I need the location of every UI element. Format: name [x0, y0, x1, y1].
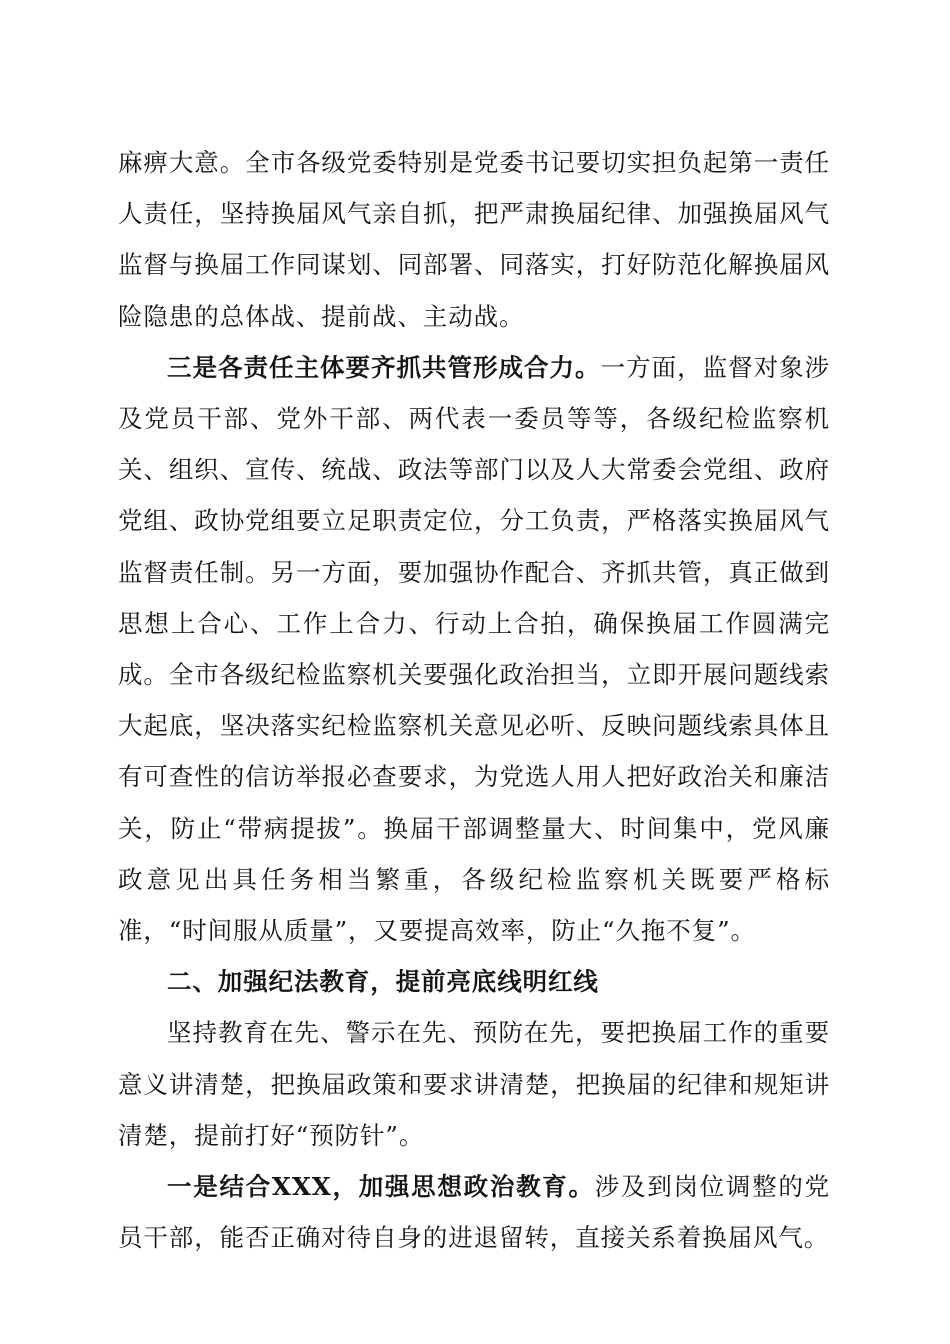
paragraph-4-body: 涉及到岗位调整的党员干部，能否正确对待自身的进退留转，直接关系着换届风气。 — [118, 1172, 830, 1253]
document-body — [118, 137, 830, 1263]
paragraph-3: 坚持教育在先、警示在先、预防在先，要把换届工作的重要意义讲清楚，把换届政策和要求讲清楚，把换届的纪律和规矩讲清楚，提前打好“预防针”。 — [118, 1018, 830, 1150]
paragraph-2-body: 一方面，监督对象涉及党员干部、党外干部、两代表一委员等等，各级纪检监察机关、组织、宣传、统战、政法等部门以及人大常委会党组、政府党组、政协党组要立足职责定位，分工负责，严格落实换届风气监督责任制。另一方面，要加强协作配合、齐抓共管，真正做到思想上合心、工作上合力、行动上合拍，确保换届工作圆满完成。全市各级纪检监察机关要强化政治担当，立即开展问题线索大起底，坚决落实纪检监察机关意见必听、反映问题线索具体且有可查性的信访举报必查要求，为党选人用人把好政治关和廉洁关，防止“带病提拔”。换届干部调整量大、时间集中，党风廉政意见出具任务相当繁重，各级纪检监察机关既要严格标准，“时间服从质量”，又要提高效率，防止“久拖不复”。 — [118, 352, 830, 946]
paragraph-4 — [118, 1161, 830, 1263]
paragraph-2-lead: 三是各责任主体要齐抓共管形成合力。 — [167, 352, 601, 382]
paragraph-1: 麻痹大意。全市各级党委特别是党委书记要切实担负起第一责任人责任，坚持换届风气亲自抓，把严肃换届纪律、加强换届风气监督与换届工作同谋划、同部署、同落实，打好防范化解换届风险隐患的总体战、提前战、主动战。 — [118, 148, 830, 331]
paragraph-2 — [118, 342, 830, 956]
section-heading-2: 二、加强纪法教育，提前亮底线明红线 — [167, 967, 599, 997]
paragraph-4-lead: 一是结合XXX，加强思想政治教育。 — [167, 1172, 595, 1202]
